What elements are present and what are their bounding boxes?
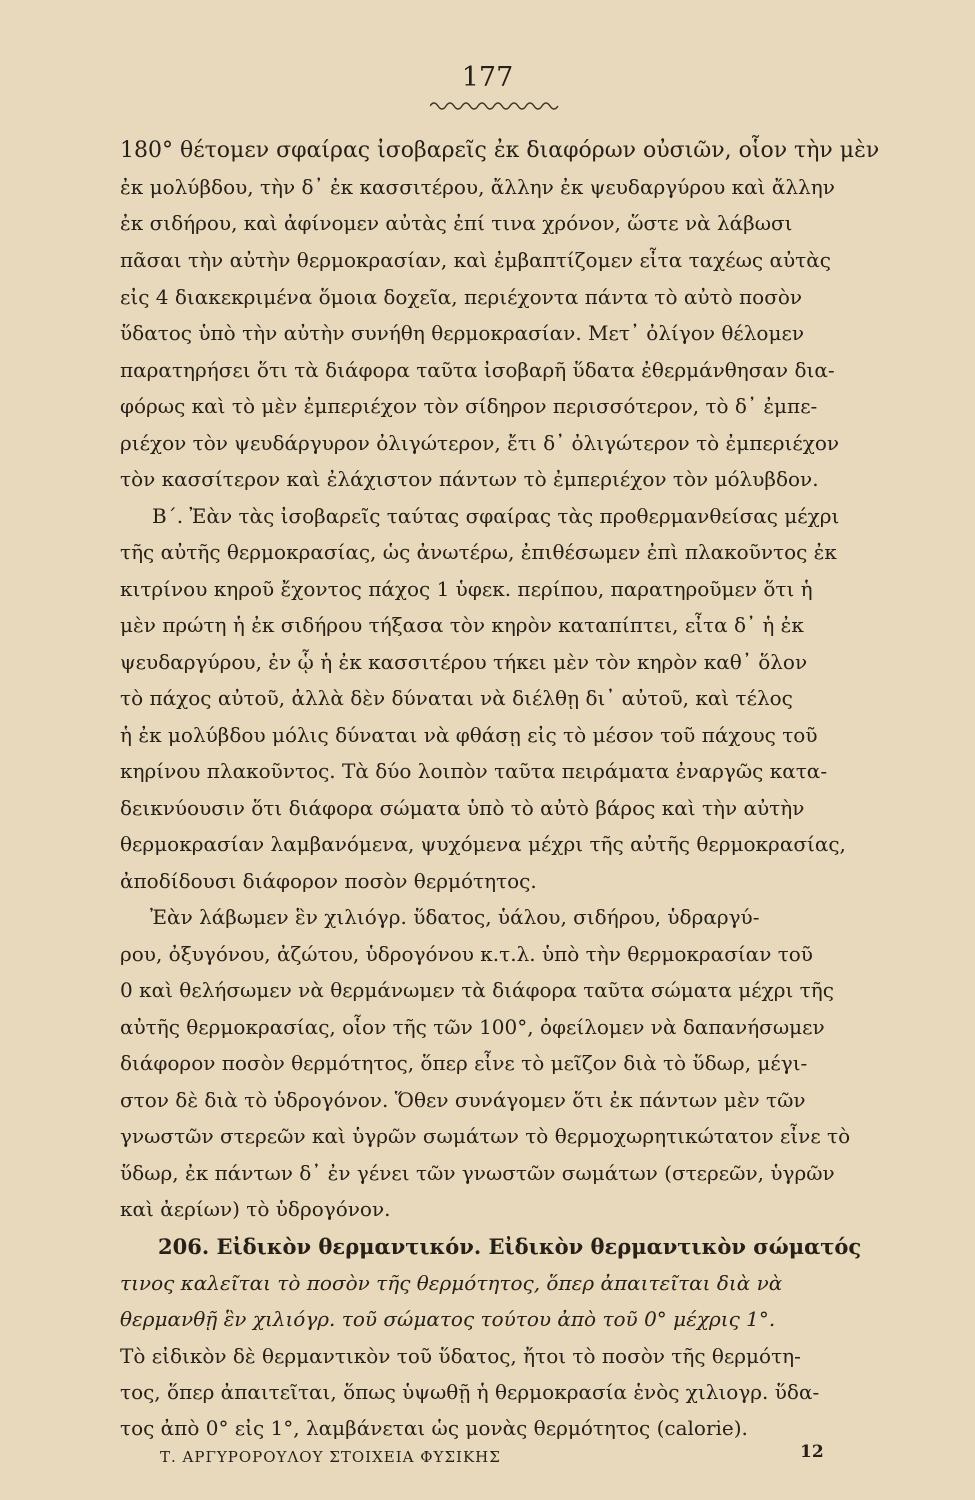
text-line: τὸ πάχος αὐτοῦ, ἀλλὰ δὲν δύναται νὰ διέλθῃ δι᾽ αὐτοῦ, καὶ τέλος [120,686,793,710]
text-line: κιτρίνου κηροῦ ἔχοντος πάχος 1 ὑφεκ. περίπου, παρατηροῦμεν ὅτι ἡ [120,577,813,601]
text-line: 180° θέτομεν σφαίρας ἰσοβαρεῖς ἐκ διαφόρων οὐσιῶν, οἷον τὴν μὲν [120,138,880,163]
text-line: γνωστῶν στερεῶν καὶ ὑγρῶν σωμάτων τὸ θερμοχωρητικώτατον εἶνε τὸ [120,1124,851,1148]
text-line: ἐκ μολύβδου, τὴν δ᾽ ἐκ κασσιτέρου, ἄλλην ἐκ ψευδαργύρου καὶ ἄλλην [120,175,835,199]
text-line: εἰς 4 διακεκριμένα ὅμοια δοχεῖα, περιέχοντα πάντα τὸ αὐτὸ ποσὸν [120,285,803,309]
text-line: ἡ ἐκ μολύβδου μόλις δύναται νὰ φθάσῃ εἰς τὸ μέσον τοῦ πάχους τοῦ [120,723,818,747]
text-line: Ἐὰν λάβωμεν ἓν χιλιόγρ. ὕδατος, ὑάλου, σιδήρου, ὑδραργύ- [150,905,760,929]
text-line: Τὸ εἰδικὸν δὲ θερμαντικὸν τοῦ ὕδατος, ἤτοι τὸ ποσὸν τῆς θερμότη- [120,1344,801,1368]
text-line: ρου, ὀξυγόνου, ἀζώτου, ὑδρογόνου κ.τ.λ. ὑπὸ τὴν θερμοκρασίαν τοῦ [120,942,813,966]
text-line: ψευδαργύρου, ἐν ᾧ ἡ ἐκ κασσιτέρου τήκει μὲν τὸν κηρὸν καθ᾽ ὅλον [120,650,808,674]
text-line: διάφορον ποσὸν θερμότητος, ὅπερ εἶνε τὸ μεῖζον διὰ τὸ ὕδωρ, μέγι- [120,1051,808,1075]
text-line: πᾶσαι τὴν αὐτὴν θερμοκρασίαν, καὶ ἐμβαπτίζομεν εἶτα ταχέως αὐτὰς [120,248,831,272]
text-line: τος, ὅπερ ἀπαιτεῖται, ὅπως ὑψωθῇ ἡ θερμοκρασία ἑνὸς χιλιογρ. ὕδα- [120,1380,820,1404]
text-line: τινος καλεῖται τὸ ποσὸν τῆς θερμότητος, ὅπερ ἀπαιτεῖται διὰ νὰ [120,1271,783,1295]
text-line: θερμοκρασίαν λαμβανόμενα, ψυχόμενα μέχρι τῆς αὐτῆς θερμοκρασίας, [120,832,846,856]
page-number: 177 [461,62,514,93]
signature-mark: 12 [800,1442,824,1462]
text-line: μὲν πρώτη ἡ ἐκ σιδήρου τήξασα τὸν κηρὸν καταπίπτει, εἶτα δ᾽ ἡ ἐκ [120,613,804,637]
text-line: 0 καὶ θελήσωμεν νὰ θερμάνωμεν τὰ διάφορα ταῦτα σώματα μέχρι τῆς [120,978,834,1002]
text-line: δεικνύουσιν ὅτι διάφορα σώματα ὑπὸ τὸ αὐτὸ βάρος καὶ τὴν αὐτὴν [120,796,805,820]
text-line: ἀποδίδουσι διάφορον ποσὸν θερμότητος. [120,869,537,893]
text-line: κηρίνου πλακοῦντος. Τὰ δύο λοιπὸν ταῦτα πειράματα ἐναργῶς κατα- [120,759,828,783]
text-line: ὕδατος ὑπὸ τὴν αὐτὴν συνήθη θερμοκρασίαν. Μετ᾽ ὀλίγον θέλομεν [120,321,804,345]
text-line: Β΄. Ἐὰν τὰς ἰσοβαρεῖς ταύτας σφαίρας τὰς προθερμανθείσας μέχρι [152,504,840,528]
footer-running-title: Τ. ΑΡΓΥΡΟΡΟΥΛΟΥ ΣΤΟΙΧΕΙΑ ΦΥΣΙΚΗΣ [160,1448,501,1466]
ornament-rule [430,100,560,112]
text-line: ριέχον τὸν ψευδάργυρον ὀλιγώτερον, ἔτι δ᾽ ὀλιγώτερον τὸ ἐμπεριέχον [120,431,840,455]
text-line: τος ἀπὸ 0° εἰς 1°, λαμβάνεται ὡς μονὰς θερμότητος (calorie). [120,1416,748,1440]
text-line: τὸν κασσίτερον καὶ ἐλάχιστον πάντων τὸ ἐμπεριέχον τὸν μόλυβδον. [120,467,819,491]
text-line: αὐτῆς θερμοκρασίας, οἷον τῆς τῶν 100°, ὀφείλομεν νὰ δαπανήσωμεν [120,1015,825,1039]
text-line: ἐκ σιδήρου, καὶ ἀφίνομεν αὐτὰς ἐπί τινα χρόνον, ὥστε νὰ λάβωσι [120,211,793,235]
text-line: θερμανθῇ ἓν χιλιόγρ. τοῦ σώματος τούτου ἀπὸ τοῦ 0° μέχρις 1°. [120,1307,776,1331]
text-line: καὶ ἀερίων) τὸ ὑδρογόνον. [120,1197,391,1221]
section-heading: 206. Εἰδικὸν θερμαντικόν. Εἰδικὸν θερμαντικὸν σώματός [158,1234,862,1259]
text-line: τῆς αὐτῆς θερμοκρασίας, ὡς ἀνωτέρω, ἐπιθέσωμεν ἐπὶ πλακοῦντος ἐκ [120,540,837,564]
text-line: φόρως καὶ τὸ μὲν ἐμπεριέχον τὸν σίδηρον περισσότερον, τὸ δ᾽ ἐμπε- [120,394,818,418]
text-line: παρατηρήσει ὅτι τὰ διάφορα ταῦτα ἰσοβαρῆ ὕδατα ἐθερμάνθησαν δια- [120,358,835,382]
text-line: στον δὲ διὰ τὸ ὑδρογόνον. Ὅθεν συνάγομεν ὅτι ἐκ πάντων μὲν τῶν [120,1088,806,1112]
text-line: ὕδωρ, ἐκ πάντων δ᾽ ἐν γένει τῶν γνωστῶν σωμάτων (στερεῶν, ὑγρῶν [120,1161,835,1185]
